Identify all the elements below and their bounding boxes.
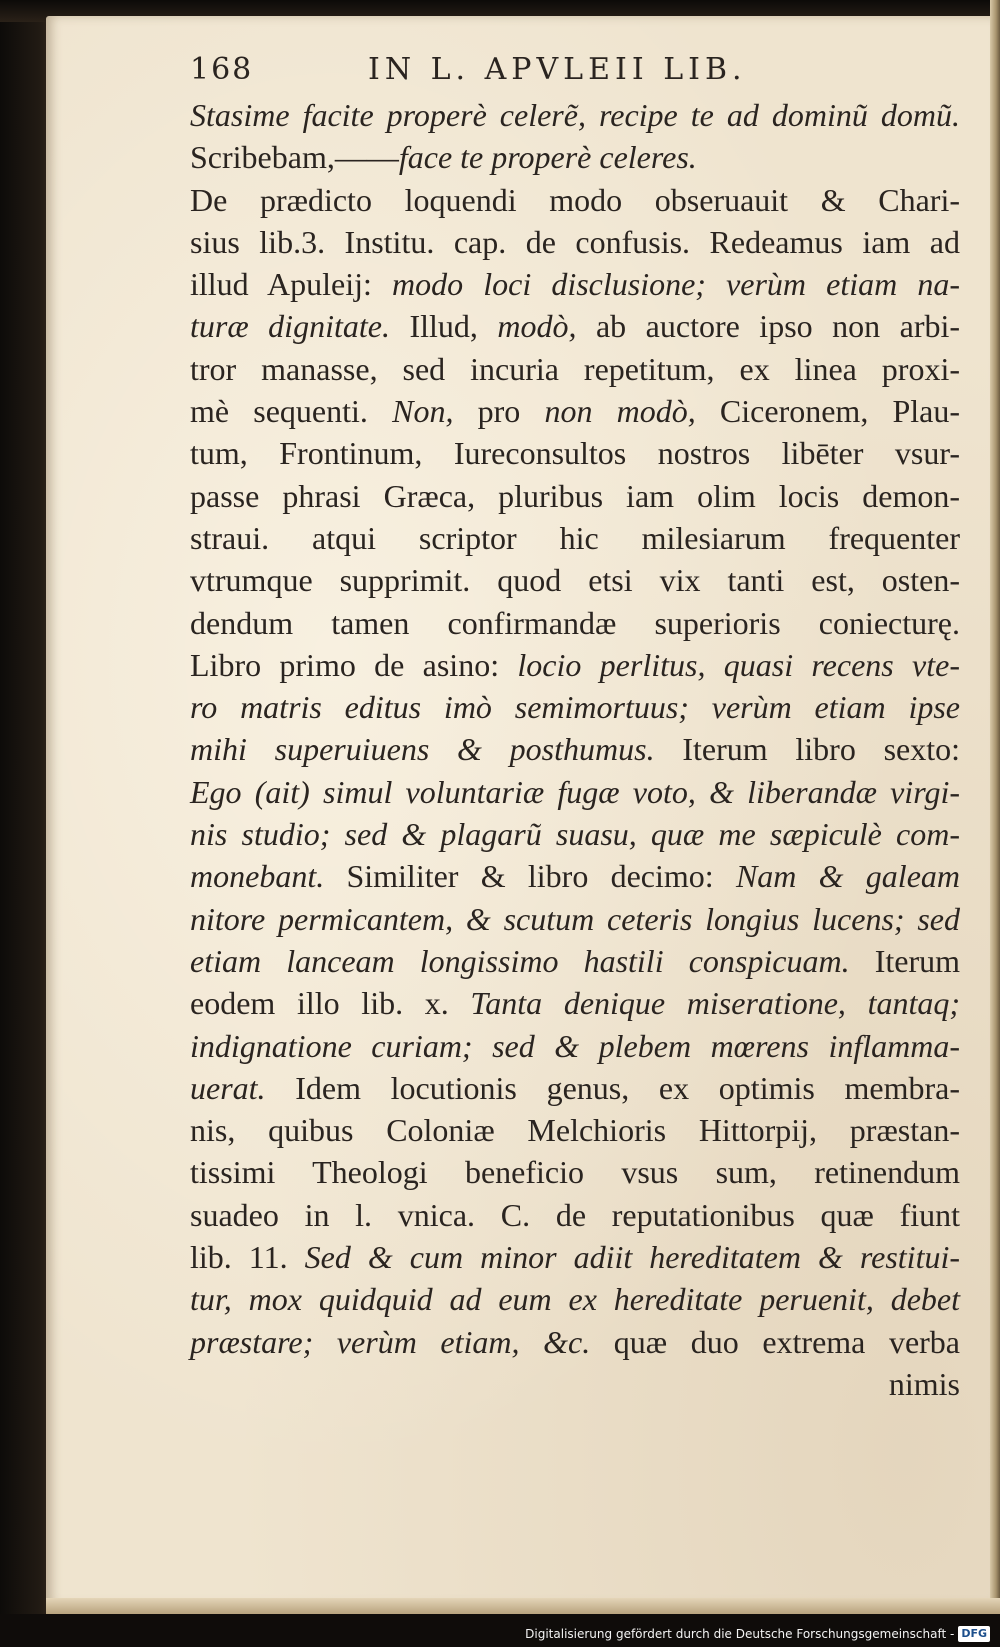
- roman-span: pro: [453, 393, 545, 430]
- text-line: [190, 1321, 960, 1363]
- italic-span: Tanta denique miseratione, tantaq;: [470, 985, 961, 1022]
- italic-span: Non,: [392, 393, 454, 430]
- roman-span: tror manasse, sed incuria repetitum, ex linea proxi-: [190, 350, 960, 387]
- page-edge-bottom: [46, 1598, 1000, 1614]
- running-head: [190, 52, 960, 92]
- text-line: [190, 644, 960, 686]
- credit-text: Digitalisierung gefördert durch die Deutsche Forschungsgemeinschaft -: [525, 1627, 955, 1641]
- roman-span: Iterum: [849, 942, 961, 979]
- text-line: [190, 602, 960, 644]
- text-line: [190, 94, 960, 136]
- roman-span: De prædicto loquendi modo obseruauit & Chari-: [190, 181, 960, 218]
- roman-span: Idem locutionis genus, ex optimis membra-: [265, 1069, 960, 1106]
- italic-span: ro matris editus imò semimortuus; verùm etiam ipse: [190, 689, 960, 726]
- roman-span: straui. atqui scriptor hic milesiarum frequenter: [190, 519, 960, 556]
- text-line: [190, 348, 960, 390]
- italic-span: face te properè celeres.: [398, 139, 697, 176]
- roman-span: tissimi Theologi beneficio vsus sum, retinendum: [190, 1154, 960, 1191]
- text-line: [190, 263, 960, 305]
- roman-span: illud Apuleij:: [190, 266, 392, 303]
- roman-span: ab auctore ipso non arbi-: [576, 308, 961, 345]
- text-line: [190, 1109, 960, 1151]
- roman-span: Libro primo de asino:: [190, 646, 518, 683]
- roman-span: dendum tamen confirmandæ superioris coniecturę.: [190, 604, 960, 641]
- dfg-logo: DFG: [958, 1626, 990, 1642]
- text-line: [190, 559, 960, 601]
- text-line: [190, 1151, 960, 1193]
- italic-span: tur, mox quidquid ad eum ex hereditate peruenit, debet: [190, 1281, 960, 1318]
- roman-span: vtrumque supprimit. quod etsi vix tanti est, osten-: [190, 562, 960, 599]
- italic-span: præstare; verùm etiam, &c.: [190, 1323, 591, 1360]
- text-line: [190, 390, 960, 432]
- roman-span: tum, Frontinum, Iureconsultos nostros libēter vsur-: [190, 435, 960, 472]
- italic-span: non modò,: [544, 393, 696, 430]
- text-line: [190, 898, 960, 940]
- italic-span: uerat.: [190, 1069, 266, 1106]
- running-title: IN L. APVLEII LIB.: [368, 52, 747, 87]
- catchword: [190, 1363, 960, 1405]
- roman-span: Scribebam,——: [190, 139, 399, 176]
- roman-span: Illud,: [389, 308, 498, 345]
- roman-span: mè sequenti.: [190, 393, 393, 430]
- text-line: [190, 517, 960, 559]
- page-edge-right: [990, 0, 1000, 1620]
- roman-span: Similiter & libro decimo:: [324, 858, 736, 895]
- italic-span: Ego (ait) simul voluntariæ fugæ voto, & liberandæ virgi-: [190, 773, 960, 810]
- text-line: [190, 1278, 960, 1320]
- text-line: [190, 1067, 960, 1109]
- roman-span: eodem illo lib. x.: [190, 985, 471, 1022]
- italic-span: Stasime facite properè celerẽ, recipe te ad dominũ domũ.: [190, 97, 960, 133]
- digitization-credit: [525, 1624, 990, 1644]
- text-line: [190, 179, 960, 221]
- roman-span: lib. 11.: [190, 1239, 305, 1276]
- text-block: [190, 94, 960, 1405]
- text-line: [190, 855, 960, 897]
- page-number: 168: [190, 52, 254, 87]
- italic-span: modò,: [497, 308, 577, 345]
- text-line: [190, 136, 960, 178]
- roman-span: sius lib.3. Institu. cap. de confusis. Redeamus iam ad: [190, 223, 960, 260]
- roman-span: Ciceronem, Plau-: [695, 393, 961, 430]
- italic-span: Sed & cum minor adiit hereditatem & restitui-: [304, 1239, 961, 1276]
- italic-span: etiam lanceam longissimo hastili conspicuam.: [190, 942, 850, 979]
- text-line: [190, 982, 960, 1024]
- text-line: [190, 1194, 960, 1236]
- italic-span: Nam & galeam: [735, 858, 961, 895]
- roman-span: passe phrasi Græca, pluribus iam olim locis demon-: [190, 477, 960, 514]
- text-line: [190, 1025, 960, 1067]
- italic-span: nis studio; sed & plagarũ suasu, quæ me sæpiculè com-: [190, 816, 960, 853]
- text-line: [190, 475, 960, 517]
- text-line: [190, 771, 960, 813]
- roman-span: nis, quibus Coloniæ Melchioris Hittorpij, præstan-: [190, 1112, 960, 1149]
- italic-span: locio perlitus, quasi recens vte-: [517, 646, 960, 683]
- roman-span: suadeo in l. vnica. C. de reputationibus quæ fiunt: [190, 1196, 960, 1233]
- text-line: [190, 432, 960, 474]
- italic-span: monebant.: [190, 858, 325, 895]
- roman-span: quæ duo extrema verba: [590, 1323, 961, 1360]
- text-line: [190, 305, 960, 347]
- text-line: [190, 221, 960, 263]
- italic-span: mihi superuiuens & posthumus.: [190, 731, 655, 768]
- italic-span: indignatione curiam; sed & plebem mœrens inflamma-: [190, 1027, 960, 1064]
- text-line: [190, 728, 960, 770]
- roman-span: Iterum libro sexto:: [654, 731, 961, 768]
- text-line: [190, 686, 960, 728]
- text-line: [190, 940, 960, 982]
- italic-span: nitore permicantem, & scutum ceteris longius lucens; sed: [190, 900, 960, 937]
- italic-span: turæ dignitate.: [190, 308, 390, 345]
- text-line: [190, 813, 960, 855]
- italic-span: modo loci disclusione; verùm etiam na-: [392, 266, 960, 303]
- roman-span: nimis: [888, 1365, 960, 1402]
- text-line: [190, 1236, 960, 1278]
